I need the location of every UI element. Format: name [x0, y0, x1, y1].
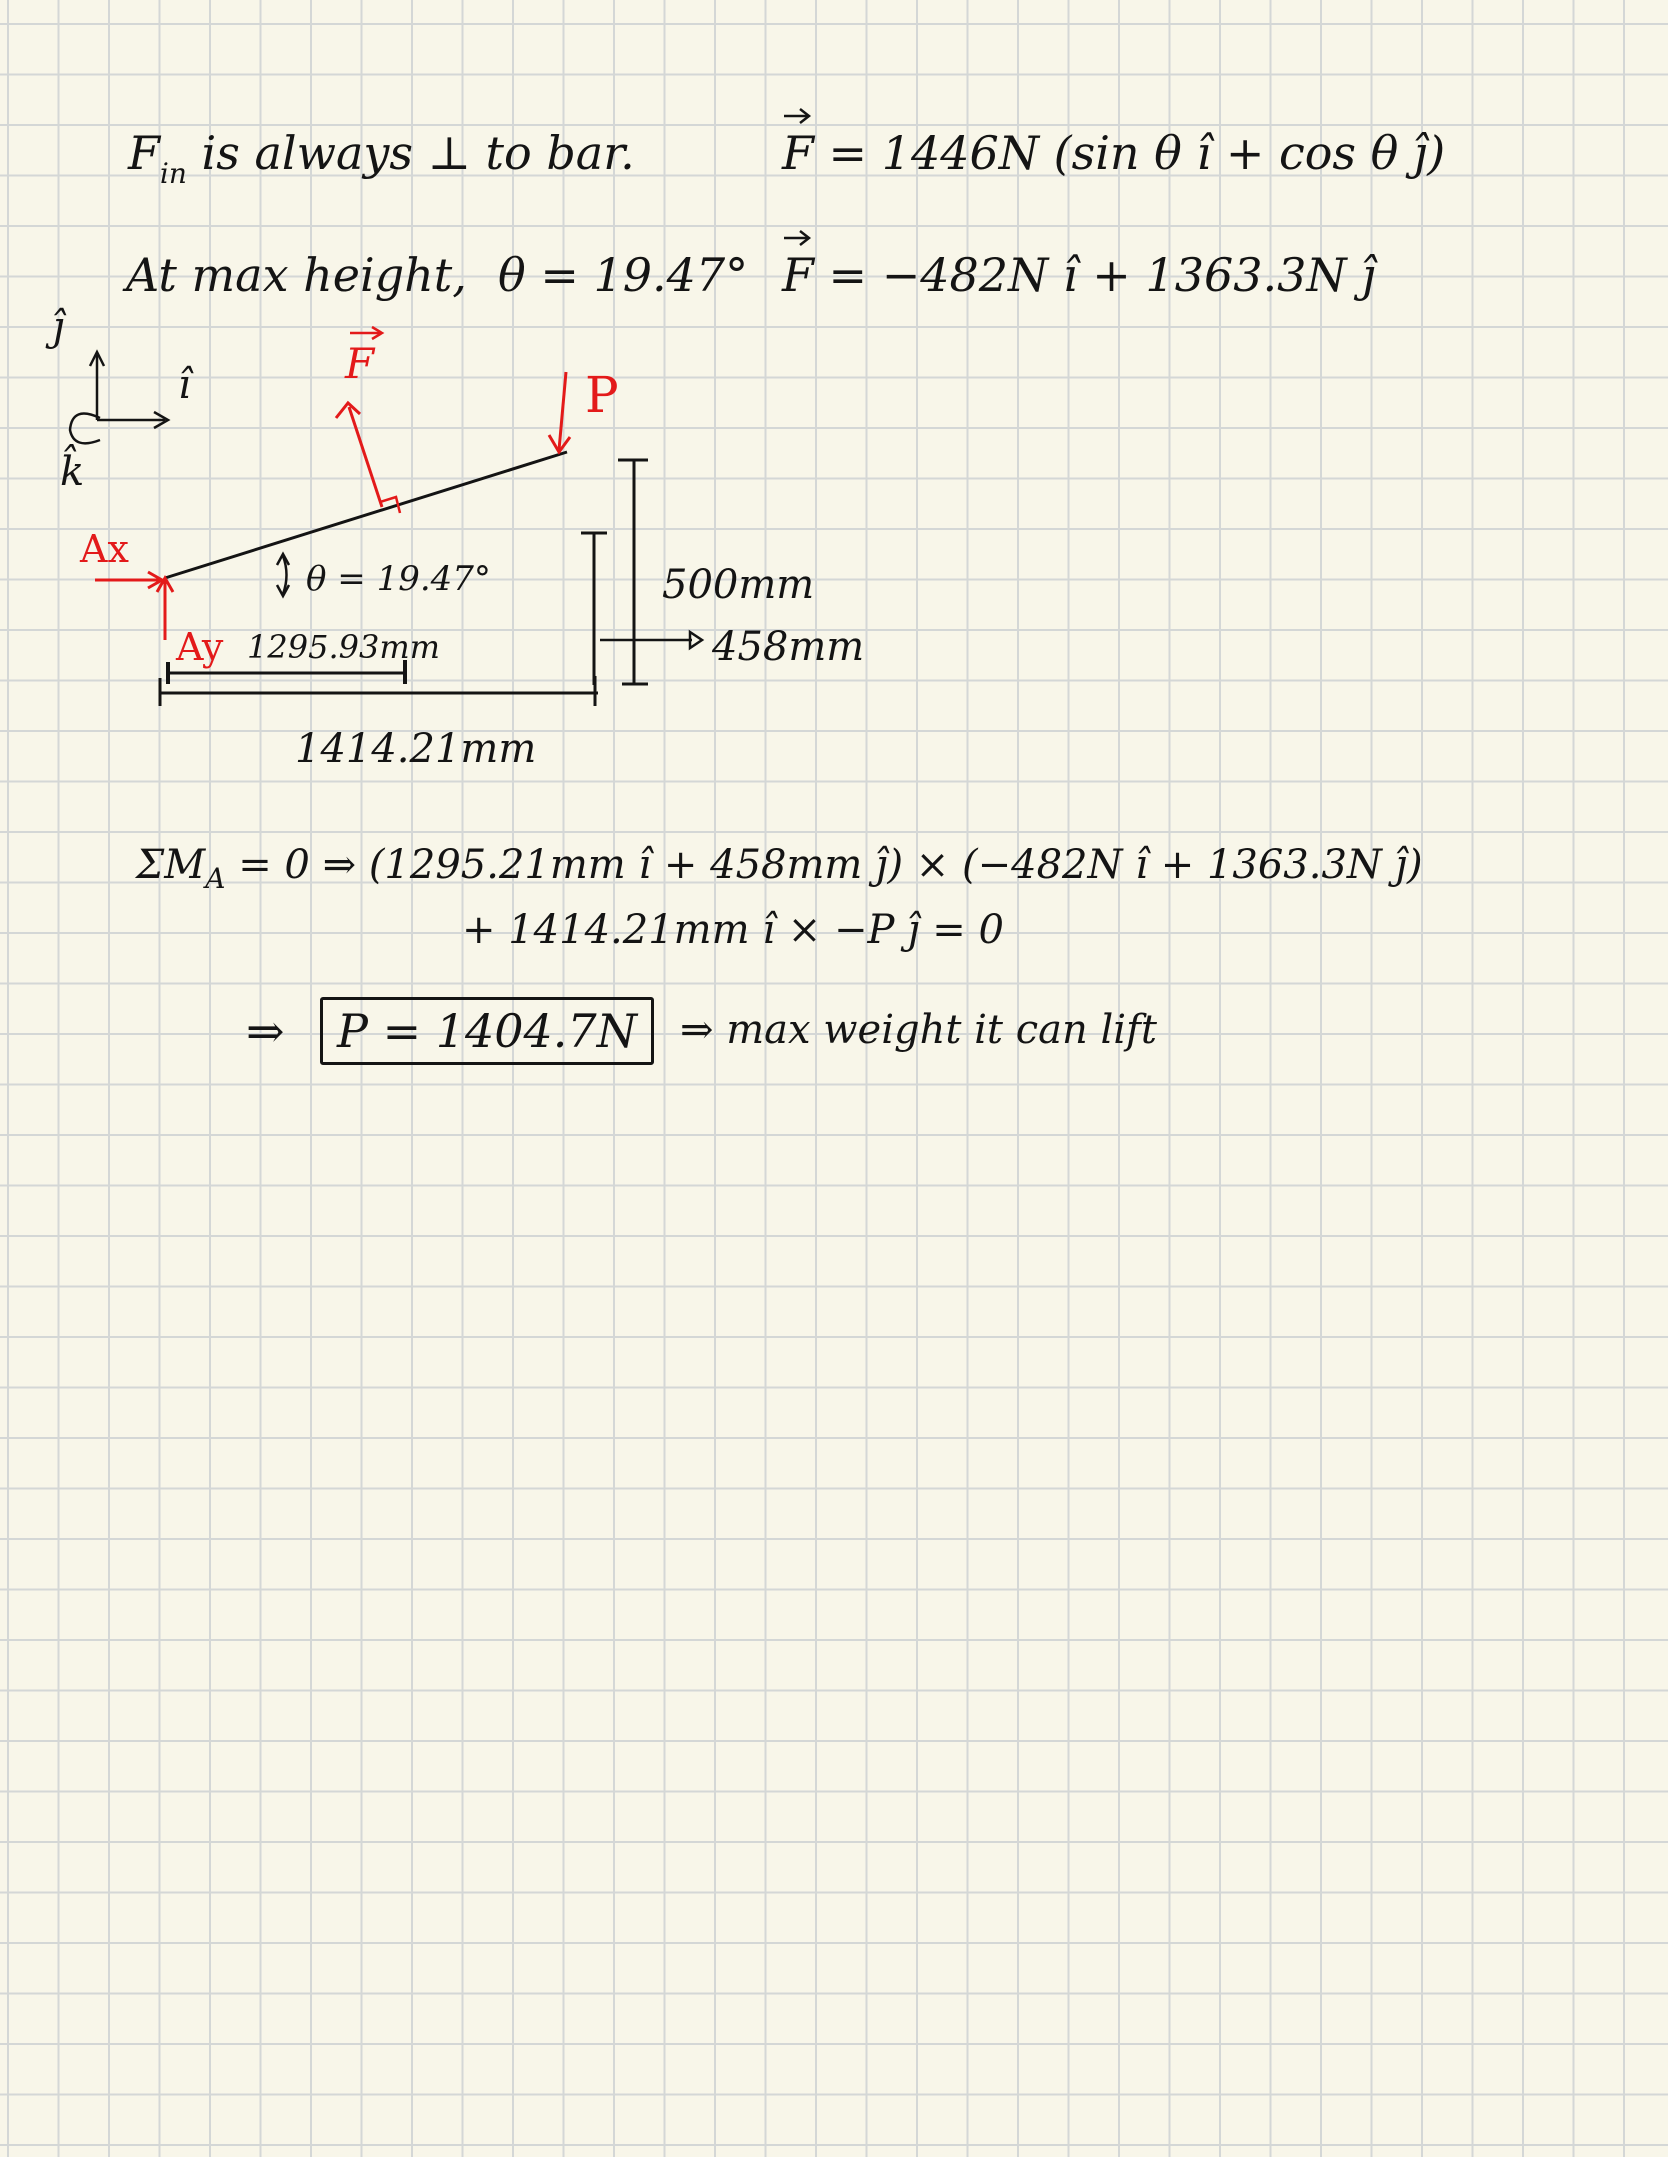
angle-label: θ = 19.47° — [306, 559, 491, 599]
load-p-arrow — [559, 372, 566, 450]
force-f-label: F — [345, 339, 375, 388]
fin-text: $F_{in}$ is always ⊥ to bar. — [128, 126, 635, 190]
j-hat-label: ĵ — [52, 304, 65, 350]
height-458-label: 458mm — [712, 624, 865, 670]
length-1295-label: 1295.93mm — [247, 628, 441, 666]
result-box: P = 1404.7N — [320, 997, 654, 1065]
load-p-label: P — [585, 366, 619, 424]
result-arrow: ⇒ — [246, 1004, 285, 1058]
reaction-ay-label: Ay — [176, 625, 224, 669]
result-note: ⇒ max weight it can lift — [680, 1007, 1157, 1053]
i-hat-label: î — [178, 362, 191, 408]
moment-equation-line2: + 1414.21mm î × −P ĵ = 0 — [462, 907, 1004, 953]
length-1414-label: 1414.21mm — [295, 726, 537, 772]
theta-value: θ = 19.47° — [498, 248, 749, 302]
force-value: F = −482N î + 1363.3N ĵ — [782, 252, 1376, 298]
vector-arrow-icon — [782, 104, 812, 126]
axes-icon — [70, 352, 168, 443]
vector-f-label: F — [782, 126, 829, 180]
vector-f-label-2: F — [782, 248, 829, 302]
max-height-text: At max height, — [126, 248, 467, 302]
vector-arrow-icon — [782, 226, 812, 248]
force-f-arrow — [349, 407, 382, 507]
force-definition: F = 1446N (sin θ î + cos θ ĵ) — [782, 130, 1445, 176]
reaction-ax-label: Ax — [80, 527, 129, 571]
moment-equation-line1: $\Sigma M_A = 0$ ⇒ (1295.21mm î + 458mm ĵ) × (−482N î + 1363.3N ĵ) — [136, 842, 1423, 895]
k-hat-label: k̂ — [60, 449, 85, 495]
height-500-label: 500mm — [662, 562, 815, 608]
